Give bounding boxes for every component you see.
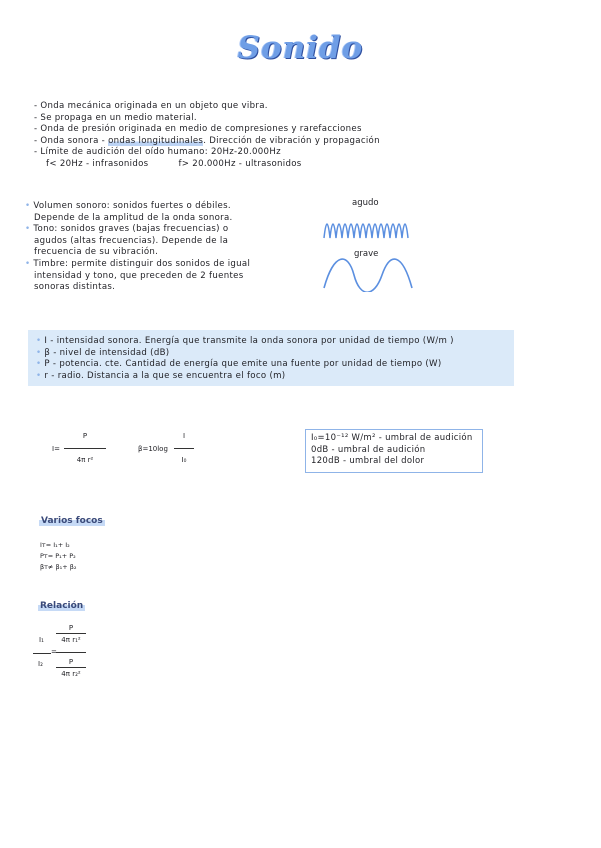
formula-line: βᴛ≠ β₁+ β₂ [40,563,77,571]
volumen-line: Depende de la amplitud de la onda sonora. [34,212,233,223]
intro-line: - Onda de presión originada en medio de compresiones y rarefacciones [34,124,362,135]
intro-notes [34,101,380,171]
definition-text: β - nivel de intensidad (dB) [44,347,170,358]
volumen-text: Volumen sonoro: sonidos fuertes o débiles. [33,201,231,211]
varios-formulas [40,540,76,573]
page-title: Sonido [237,30,364,66]
formula-line: Pᴛ= P₁+ P₂ [40,552,76,560]
formula-lhs: β=10log [138,445,168,453]
highlight-longitudinales: ondas longitudinales [108,135,204,146]
relacion-den-bot: 4π r₂² [61,670,81,678]
varios-heading-text: Varios focos [41,516,103,526]
fraction-bar [33,653,51,654]
timbre-line [25,259,250,271]
tono-line: frecuencia de su vibración. [34,247,159,258]
relacion-i1: I₁ [39,636,44,644]
definition-text: P - potencia. cte. Cantidad de energía que emite una fuente por unidad de tiempo (W) [44,359,442,370]
agudo-label: agudo [352,198,379,208]
relacion-den-top: 4π r₁² [61,636,81,644]
bullet-icon: • [36,370,42,381]
fraction-bar [174,448,194,449]
bullet-icon: • [36,359,42,370]
formula-numerator: I [182,432,186,440]
relacion-heading-text: Relación [40,601,84,611]
timbre-text: Timbre: permite distinguir dos sonidos de igual [33,258,251,269]
relacion-formula [32,624,92,686]
fraction-bar [56,652,86,653]
intro-line-pre: - Onda sonora - [34,135,109,146]
reference-list [311,433,473,468]
volumen-line [25,201,250,213]
infrasonidos: f< 20Hz - infrasonidos [46,158,149,169]
bullet-icon: • [25,224,31,235]
reference-item: 0dB - umbral de audición [311,444,426,455]
fraction-bar [56,667,86,668]
intro-line [34,159,380,171]
intro-line [34,136,380,148]
fraction-bar [64,448,106,449]
tono-line: agudos (altas frecuencias). Depende de la [34,235,229,246]
intro-line: - Onda mecánica originada en un objeto que vibra. [34,101,268,111]
timbre-line: intensidad y tono, que preceden de 2 fuentes [34,270,244,281]
relacion-equals: = [51,648,57,656]
ultrasonidos: f> 20.000Hz - ultrasonidos [178,158,302,169]
intro-line-post: . Dirección de vibración y propagación [203,135,380,146]
level-formula [138,432,208,472]
intro-line: - Se propaga en un medio material. [34,112,197,123]
bullet-icon: • [25,201,31,211]
formula-lhs: I= [52,445,60,453]
formula-denominator: I₀ [181,456,187,464]
intro-line: - Límite de audición del oído humano: 20Hz-20.000Hz [34,147,281,158]
definition-text: r - radio. Distancia a la que se encuentra el foco (m) [44,370,286,381]
agudo-wave-icon [322,208,412,240]
formula-line: Iᴛ= I₁+ I₂ [40,541,70,549]
formula-denominator: 4π r² [76,456,94,464]
reference-item: I₀=10⁻¹² W/m² - umbral de audición [311,433,473,443]
intensity-formula [52,432,142,472]
tono-line [25,224,250,236]
grave-label: grave [354,249,379,259]
definition-text: I - intensidad sonora. Energía que transmite la onda sonora por unidad de tiempo (W/m ) [44,336,454,346]
relacion-heading [38,601,85,611]
definition-item [36,348,454,360]
bullet-icon: • [36,336,42,346]
relacion-p-top: P [68,624,74,632]
relacion-i2: I₂ [38,660,43,668]
varios-heading [39,516,105,526]
timbre-line: sonoras distintas. [34,282,116,293]
definition-item [36,359,454,371]
reference-item: 120dB - umbral del dolor [311,456,425,467]
tono-text: Tono: sonidos graves (bajas frecuencias) o [33,224,229,235]
bullet-icon: • [36,347,42,358]
bullet-icon: • [25,258,31,269]
fraction-bar [56,633,86,634]
definitions-list [36,336,454,382]
grave-wave-icon [322,258,414,292]
formula-numerator: P [82,432,88,440]
definition-item [36,371,454,383]
qualities-notes [25,201,250,294]
relacion-p-bot: P [68,658,74,666]
definition-item [36,336,454,348]
